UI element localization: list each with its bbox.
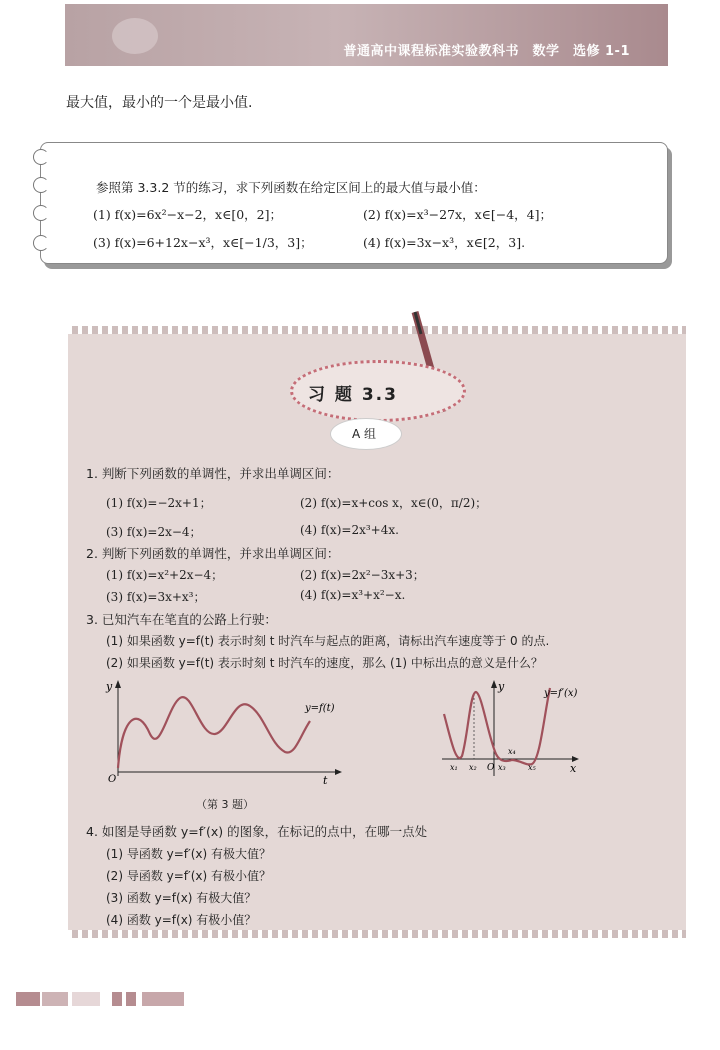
question-stem: 3. 已知汽车在笔直的公路上行驶：	[86, 612, 277, 627]
figure-caption: （第 3 题）	[196, 798, 254, 811]
exercise-item: (1) f(x)=6x²−x−2，x∈[0，2]；	[93, 207, 283, 222]
origin-label: O	[108, 774, 117, 785]
continued-text: 最大值，最小的一个是最小值.	[66, 95, 253, 111]
curve-f-t	[118, 697, 310, 768]
question-item: (1) 导函数 y=f′(x) 有极大值？	[106, 847, 272, 861]
footer-bar	[126, 992, 136, 1006]
binder-ring	[33, 177, 49, 193]
y-axis-label: y	[498, 680, 505, 693]
book-logo	[112, 18, 158, 54]
point-label: x₄	[508, 747, 516, 756]
question-item: (2) 如果函数 y=f(t) 表示时刻 t 时汽车的速度，那么 (1) 中标出点的意义是什么？	[106, 656, 543, 670]
question-item: (2) f(x)=x+cos x，x∈(0，π/2)；	[300, 496, 488, 510]
y-axis-label: y	[106, 680, 113, 693]
binder-ring	[33, 205, 49, 221]
curve-label: y=f′(x)	[544, 688, 578, 699]
footer-bar	[72, 992, 100, 1006]
footer-bar	[16, 992, 40, 1006]
point-label: x₃	[498, 763, 506, 772]
curve-f-prime	[444, 688, 550, 764]
question-item: (2) 导函数 y=f′(x) 有极小值？	[106, 869, 272, 883]
question-stem: 4. 如图是导函数 y=f′(x) 的图象，在标记的点中，在哪一点处	[86, 824, 428, 839]
question-stem: 2. 判断下列函数的单调性，并求出单调区间：	[86, 546, 340, 561]
footer-bar	[112, 992, 122, 1006]
footer-bar	[42, 992, 68, 1006]
panel-border-bottom	[68, 930, 686, 938]
exercise-item: (4) f(x)=3x−x³，x∈[2，3].	[363, 235, 526, 250]
question-item: (1) 如果函数 y=f(t) 表示时刻 t 时汽车与起点的距离，请标出汽车速度等于 0 的点.	[106, 634, 550, 648]
question-stem: 1. 判断下列函数的单调性，并求出单调区间：	[86, 466, 340, 481]
exercise-item: (2) f(x)=x³−27x，x∈[−4，4]；	[363, 207, 553, 222]
graph-derivative-function	[440, 676, 590, 786]
footer-bar	[142, 992, 184, 1006]
question-item: (3) f(x)=2x−4；	[106, 525, 202, 539]
book-title: 普通高中课程标准实验教科书 数学 选修 1-1	[343, 44, 630, 59]
point-label: x₅	[528, 763, 536, 772]
question-item: (2) f(x)=2x²−3x+3；	[300, 568, 425, 582]
exercise-intro: 参照第 3.3.2 节的练习，求下列函数在给定区间上的最大值与最小值：	[96, 180, 486, 195]
point-label: x₁	[450, 763, 458, 772]
curve-label: y=f(t)	[305, 703, 335, 714]
question-item: (4) f(x)=x³+x²−x.	[300, 588, 406, 602]
graph-position-function	[100, 676, 350, 786]
origin-label: O	[487, 763, 495, 773]
t-axis-label: t	[323, 774, 328, 786]
exercise-box	[40, 142, 668, 264]
exercise-item: (3) f(x)=6+12x−x³，x∈[−1/3，3]；	[93, 235, 313, 250]
point-label: x₂	[469, 763, 477, 772]
binder-ring	[33, 235, 49, 251]
x-axis-label: x	[570, 762, 577, 775]
group-label: A 组	[352, 427, 377, 441]
panel-border-top	[68, 326, 686, 334]
question-item: (3) 函数 y=f(x) 有极大值？	[106, 891, 257, 905]
homework-title: 习 题 3.3	[308, 385, 398, 405]
question-item: (1) f(x)=x²+2x−4；	[106, 568, 224, 582]
question-item: (1) f(x)=−2x+1；	[106, 496, 212, 510]
binder-ring	[33, 149, 49, 165]
question-item: (4) f(x)=2x³+4x.	[300, 523, 399, 537]
question-item: (3) f(x)=3x+x³；	[106, 590, 206, 604]
question-item: (4) 函数 y=f(x) 有极小值？	[106, 913, 257, 927]
